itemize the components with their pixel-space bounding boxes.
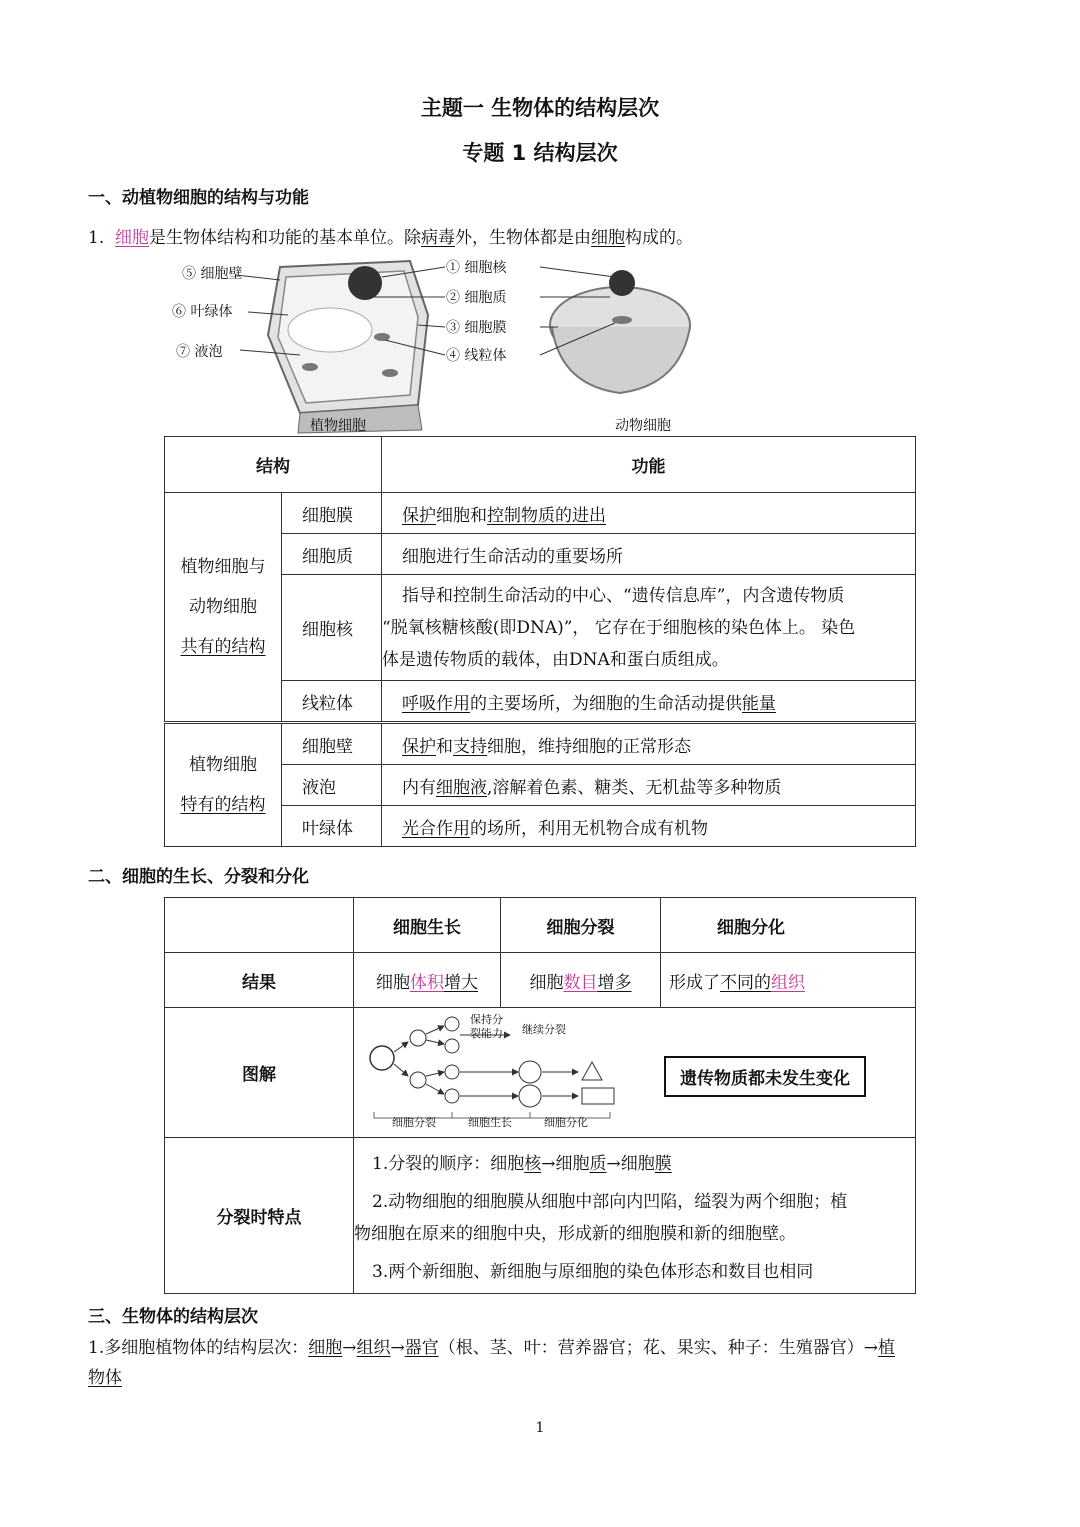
header-division: 细胞分裂 [501,898,661,953]
result-division: 细胞数目增多 [501,953,661,1008]
row-chloroplast-function: 光合作用的场所，利用无机物合成有机物 [382,806,916,847]
label-cell-membrane: ③ 细胞膜 [446,320,507,336]
division-features [354,1138,916,1294]
row-diagram-label: 图解 [165,1008,354,1138]
header-growth: 细胞生长 [354,898,501,953]
row-mitochondria-function: 呼吸作用的主要场所，为细胞的生命活动提供能量 [382,681,916,723]
row-chloroplast-name: 叶绿体 [282,806,382,847]
genetic-material-callout: 遗传物质都未发生变化 [664,1056,866,1097]
result-growth: 细胞体积增大 [354,953,501,1008]
feature-3: 3.两个新细胞、新细胞与原细胞的染色体形态和数目也相同 [372,1262,814,1282]
diagram-caption-division: 细胞分裂 [392,1116,436,1129]
header-structure: 结构 [165,437,382,493]
cell-structure-table [164,436,916,847]
row-membrane-name: 细胞膜 [282,493,382,534]
row-nucleus-name: 细胞核 [282,575,382,681]
section-2-heading: 二、细胞的生长、分裂和分化 [88,867,309,887]
row-cytoplasm-name: 细胞质 [282,534,382,575]
diagram-keep-label: 保持分 裂能力 [470,1013,503,1040]
row-result-label: 结果 [165,953,354,1008]
page-number: 1 [535,1420,545,1436]
cell-illustration [160,255,720,435]
row-cytoplasm-function: 细胞进行生命活动的重要场所 [382,534,916,575]
section-3-paragraph: 1.多细胞植物体的结构层次：细胞→组织→器官（根、茎、叶：营养器官；花、果实、种子：生殖器官）→植 物体 [88,1338,895,1388]
row-vacuole-name: 液泡 [282,765,382,806]
label-mitochondria: ④ 线粒体 [446,348,507,364]
header-empty [165,898,354,953]
row-vacuole-function: 内有细胞液,溶解着色素、糖类、无机盐等多种物质 [382,765,916,806]
table-row [165,953,916,1008]
division-diagram-cell [354,1008,916,1138]
caption-animal-cell: 动物细胞 [615,418,671,434]
table-header-row [165,437,916,493]
label-nucleus: ① 细胞核 [446,260,507,276]
diagram-continue-label: 继续分裂 [522,1023,566,1036]
group-plant-only: 植物细胞 特有的结构 [165,723,282,847]
feature-2-line1: 2.动物细胞的细胞膜从细胞中部向内凹陷，缢裂为两个细胞；植 [372,1192,848,1212]
label-chloroplast: ⑥ 叶绿体 [172,304,233,320]
row-membrane-function: 保护细胞和控制物质的进出 [382,493,916,534]
label-cell-wall: ⑤ 细胞壁 [182,266,243,282]
row-cellwall-function: 保护和支持细胞，维持细胞的正常形态 [382,723,916,765]
table-row [165,1008,916,1138]
section-3-heading: 三、生物体的结构层次 [88,1307,258,1327]
table-row [165,493,916,534]
feature-2-line2: 物细胞在原来的细胞中央，形成新的细胞膜和新的细胞壁。 [354,1224,796,1244]
section-1-intro: 1. 细胞是生物体结构和功能的基本单位。除病毒外，生物体都是由细胞构成的。 [88,228,694,248]
cell-structure-figure [160,255,720,435]
table-row [165,1138,916,1294]
feature-1: 1.分裂的顺序：细胞核→细胞质→细胞膜 [372,1154,672,1174]
cell-growth-table [164,897,916,1294]
group-shared: 植物细胞与 动物细胞 共有的结构 [165,493,282,723]
caption-plant-cell: 植物细胞 [310,418,366,434]
diagram-caption-growth: 细胞生长 [468,1116,512,1129]
result-differentiation: 形成了不同的组织 [661,953,916,1008]
table-header-row [165,898,916,953]
section-1-heading: 一、动植物细胞的结构与功能 [88,188,309,208]
label-cytoplasm: ② 细胞质 [446,290,507,306]
header-function: 功能 [382,437,916,493]
page-title: 主题一 生物体的结构层次 [420,96,660,120]
diagram-caption-differentiation: 细胞分化 [544,1116,588,1129]
page-subtitle: 专题 1 结构层次 [462,141,618,165]
row-cellwall-name: 细胞壁 [282,723,382,765]
header-differentiation: 细胞分化 [661,898,916,953]
row-features-label: 分裂时特点 [165,1138,354,1294]
label-vacuole: ⑦ 液泡 [176,344,223,360]
row-mitochondria-name: 线粒体 [282,681,382,723]
table-row [165,723,916,765]
row-nucleus-function: 指导和控制生命活动的中心、“遗传信息库”，内含遗传物质 “脱氧核糖核酸(即DNA)”， 它存在于细胞核的染色体上。 染色 体是遗传物质的载体，由DNA和蛋白质组成。 [382,575,916,681]
